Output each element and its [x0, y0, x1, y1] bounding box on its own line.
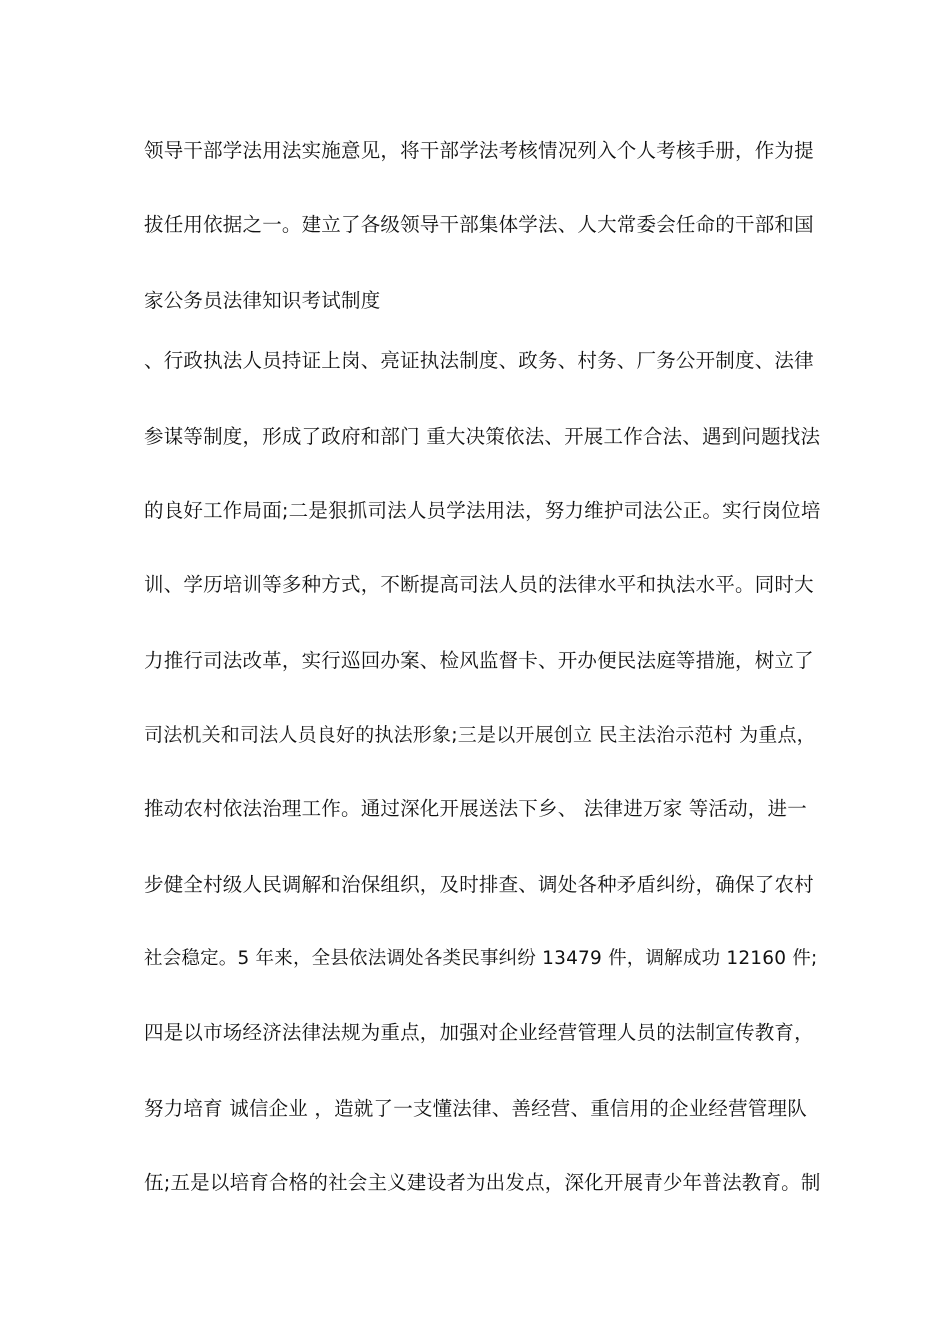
- text-line-8: 力推行司法改革，实行巡回办案、检风监督卡、开办便民法庭等措施，树立了: [144, 649, 814, 672]
- text-line-10: 推动农村依法治理工作。通过深化开展送法下乡、 法律进万家 等活动，进一: [144, 797, 807, 820]
- text-line-1: 领导干部学法用法实施意见，将干部学法考核情况列入个人考核手册，作为提: [144, 139, 814, 162]
- text-line-5: 参谋等制度，形成了政府和部门 重大决策依法、开展工作合法、遇到问题找法: [144, 425, 821, 448]
- text-line-12: 社会稳定。5 年来，全县依法调处各类民事纠纷 13479 件，调解成功 12160 件;: [144, 948, 818, 969]
- text-line-6: 的良好工作局面;二是狠抓司法人员学法用法，努力维护司法公正。实行岗位培: [144, 499, 821, 522]
- text-line-15: 伍;五是以培育合格的社会主义建设者为出发点，深化开展青少年普法教育。制: [144, 1171, 821, 1194]
- text-line-7: 训、学历培训等多种方式，不断提高司法人员的法律水平和执法水平。同时大: [144, 573, 814, 596]
- text-line-3: 家公务员法律知识考试制度: [144, 289, 381, 312]
- text-line-14: 努力培育 诚信企业 ，造就了一支懂法律、善经营、重信用的企业经营管理队: [144, 1097, 807, 1120]
- text-line-2: 拔任用依据之一。建立了各级领导干部集体学法、人大常委会任命的干部和国: [144, 213, 814, 236]
- text-line-11: 步健全村级人民调解和治保组织，及时排查、调处各种矛盾纠纷，确保了农村: [144, 873, 814, 896]
- text-line-9: 司法机关和司法人员良好的执法形象;三是以开展创立 民主法治示范村 为重点，: [144, 724, 816, 746]
- text-line-13: 四是以市场经济法律法规为重点，加强对企业经营管理人员的法制宣传教育，: [144, 1021, 814, 1044]
- text-line-4: 、行政执法人员持证上岗、亮证执法制度、政务、村务、厂务公开制度、法律: [144, 349, 814, 372]
